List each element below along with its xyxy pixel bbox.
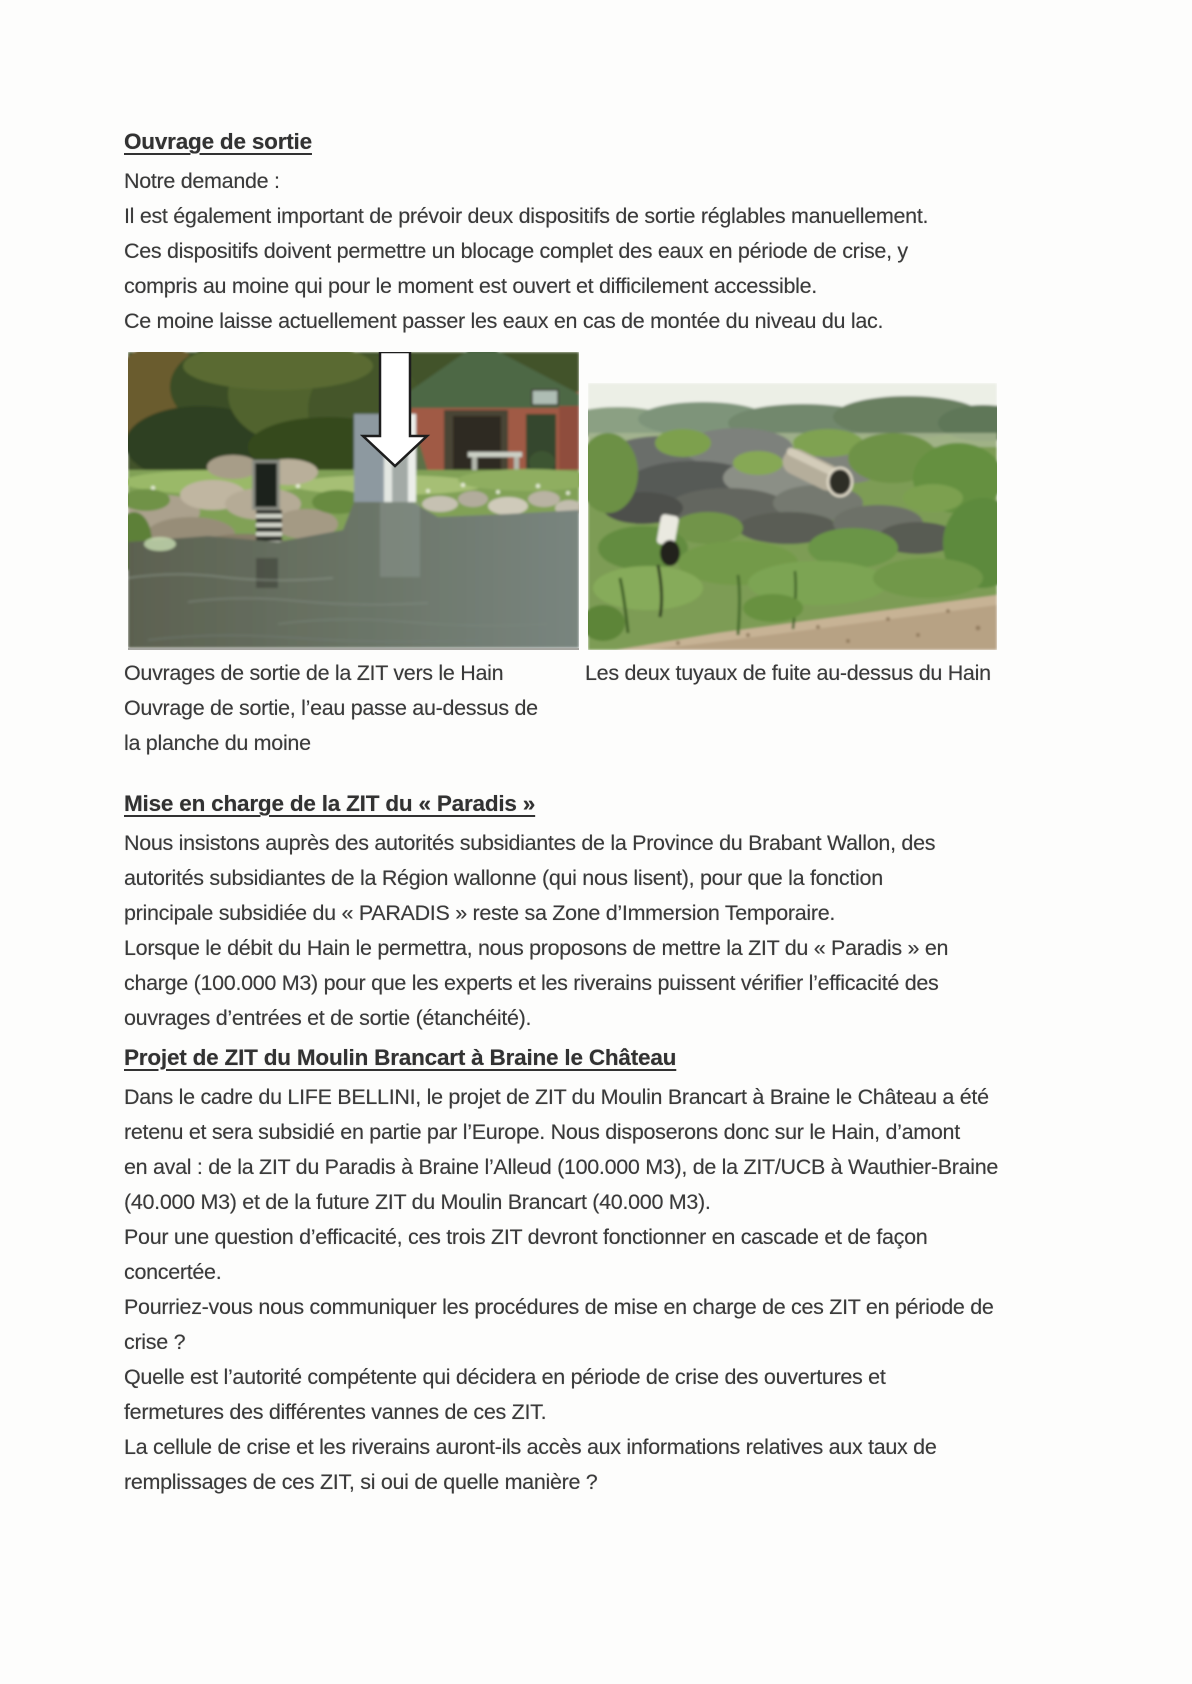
body-line: Nous insistons auprès des autorités subsidiantes de la Province du Brabant Wallon, des xyxy=(124,831,936,855)
caption-line: Ouvrages de sortie de la ZIT vers le Hain xyxy=(124,661,504,685)
body-line: (40.000 M3) et de la future ZIT du Moulin Brancart (40.000 M3). xyxy=(124,1190,711,1214)
body-line: Quelle est l’autorité compétente qui décidera en période de crise des ouvertures et xyxy=(124,1365,886,1389)
body-line: charge (100.000 M3) pour que les experts et les riverains puissent vérifier l’efficacité des xyxy=(124,971,939,995)
caption-line: Les deux tuyaux de fuite au-dessus du Hain xyxy=(585,661,991,685)
body-line: Ces dispositifs doivent permettre un blocage complet des eaux en période de crise, y xyxy=(124,239,908,263)
body-line: Ce moine laisse actuellement passer les eaux en cas de montée du niveau du lac. xyxy=(124,309,884,333)
body-line: Il est également important de prévoir deux dispositifs de sortie réglables manuellement. xyxy=(124,204,929,228)
body-line: Notre demande : xyxy=(124,169,280,193)
body-line: Lorsque le débit du Hain le permettra, nous proposons de mettre la ZIT du « Paradis » en xyxy=(124,936,949,960)
figure-row xyxy=(128,352,1134,650)
body-line: ouvrages d’entrées et de sortie (étanchéité). xyxy=(124,1006,532,1030)
body-line: principale subsidiée du « PARADIS » reste sa Zone d’Immersion Temporaire. xyxy=(124,901,836,925)
section-heading-mise-en-charge: Mise en charge de la ZIT du « Paradis » xyxy=(124,791,536,816)
body-line: crise ? xyxy=(124,1330,186,1354)
body-line: en aval : de la ZIT du Paradis à Braine l’Alleud (100.000 M3), de la ZIT/UCB à Wauthier-Braine xyxy=(124,1155,999,1179)
document-content xyxy=(124,128,1134,1500)
figure-captions xyxy=(124,656,1134,761)
body-line: Pourriez-vous nous communiquer les procédures de mise en charge de ces ZIT en période de xyxy=(124,1295,994,1319)
section-heading-projet-zit-moulin-brancart: Projet de ZIT du Moulin Brancart à Braine le Château xyxy=(124,1045,677,1070)
left-photo-caption xyxy=(124,656,585,761)
body-line: La cellule de crise et les riverains auront-ils accès aux informations relatives aux taux de xyxy=(124,1435,937,1459)
body-line: compris au moine qui pour le moment est ouvert et difficilement accessible. xyxy=(124,274,817,298)
caption-line: Ouvrage de sortie, l’eau passe au-dessus de xyxy=(124,696,538,720)
body-line: concertée. xyxy=(124,1260,222,1284)
right-photo-caption xyxy=(585,656,1134,761)
photo-outlet-structure-pond xyxy=(128,352,579,650)
photo-two-leak-pipes xyxy=(588,383,997,650)
body-line: remplissages de ces ZIT, si oui de quelle manière ? xyxy=(124,1470,598,1494)
body-line: fermetures des différentes vannes de ces ZIT. xyxy=(124,1400,547,1424)
body-line: autorités subsidiantes de la Région wallonne (qui nous lisent), pour que la fonction xyxy=(124,866,883,890)
leak-pipes-photo-illustration xyxy=(588,383,997,650)
body-line: retenu et sera subsidié en partie par l’Europe. Nous disposerons donc sur le Hain, d’amont xyxy=(124,1120,960,1144)
body-line: Pour une question d’efficacité, ces trois ZIT devront fonctionner en cascade et de façon xyxy=(124,1225,928,1249)
caption-line: la planche du moine xyxy=(124,731,311,755)
outlet-structure-photo-illustration xyxy=(128,352,579,650)
section-heading-ouvrage-de-sortie: Ouvrage de sortie xyxy=(124,129,312,154)
body-line: Dans le cadre du LIFE BELLINI, le projet de ZIT du Moulin Brancart à Braine le Château a été xyxy=(124,1085,989,1109)
